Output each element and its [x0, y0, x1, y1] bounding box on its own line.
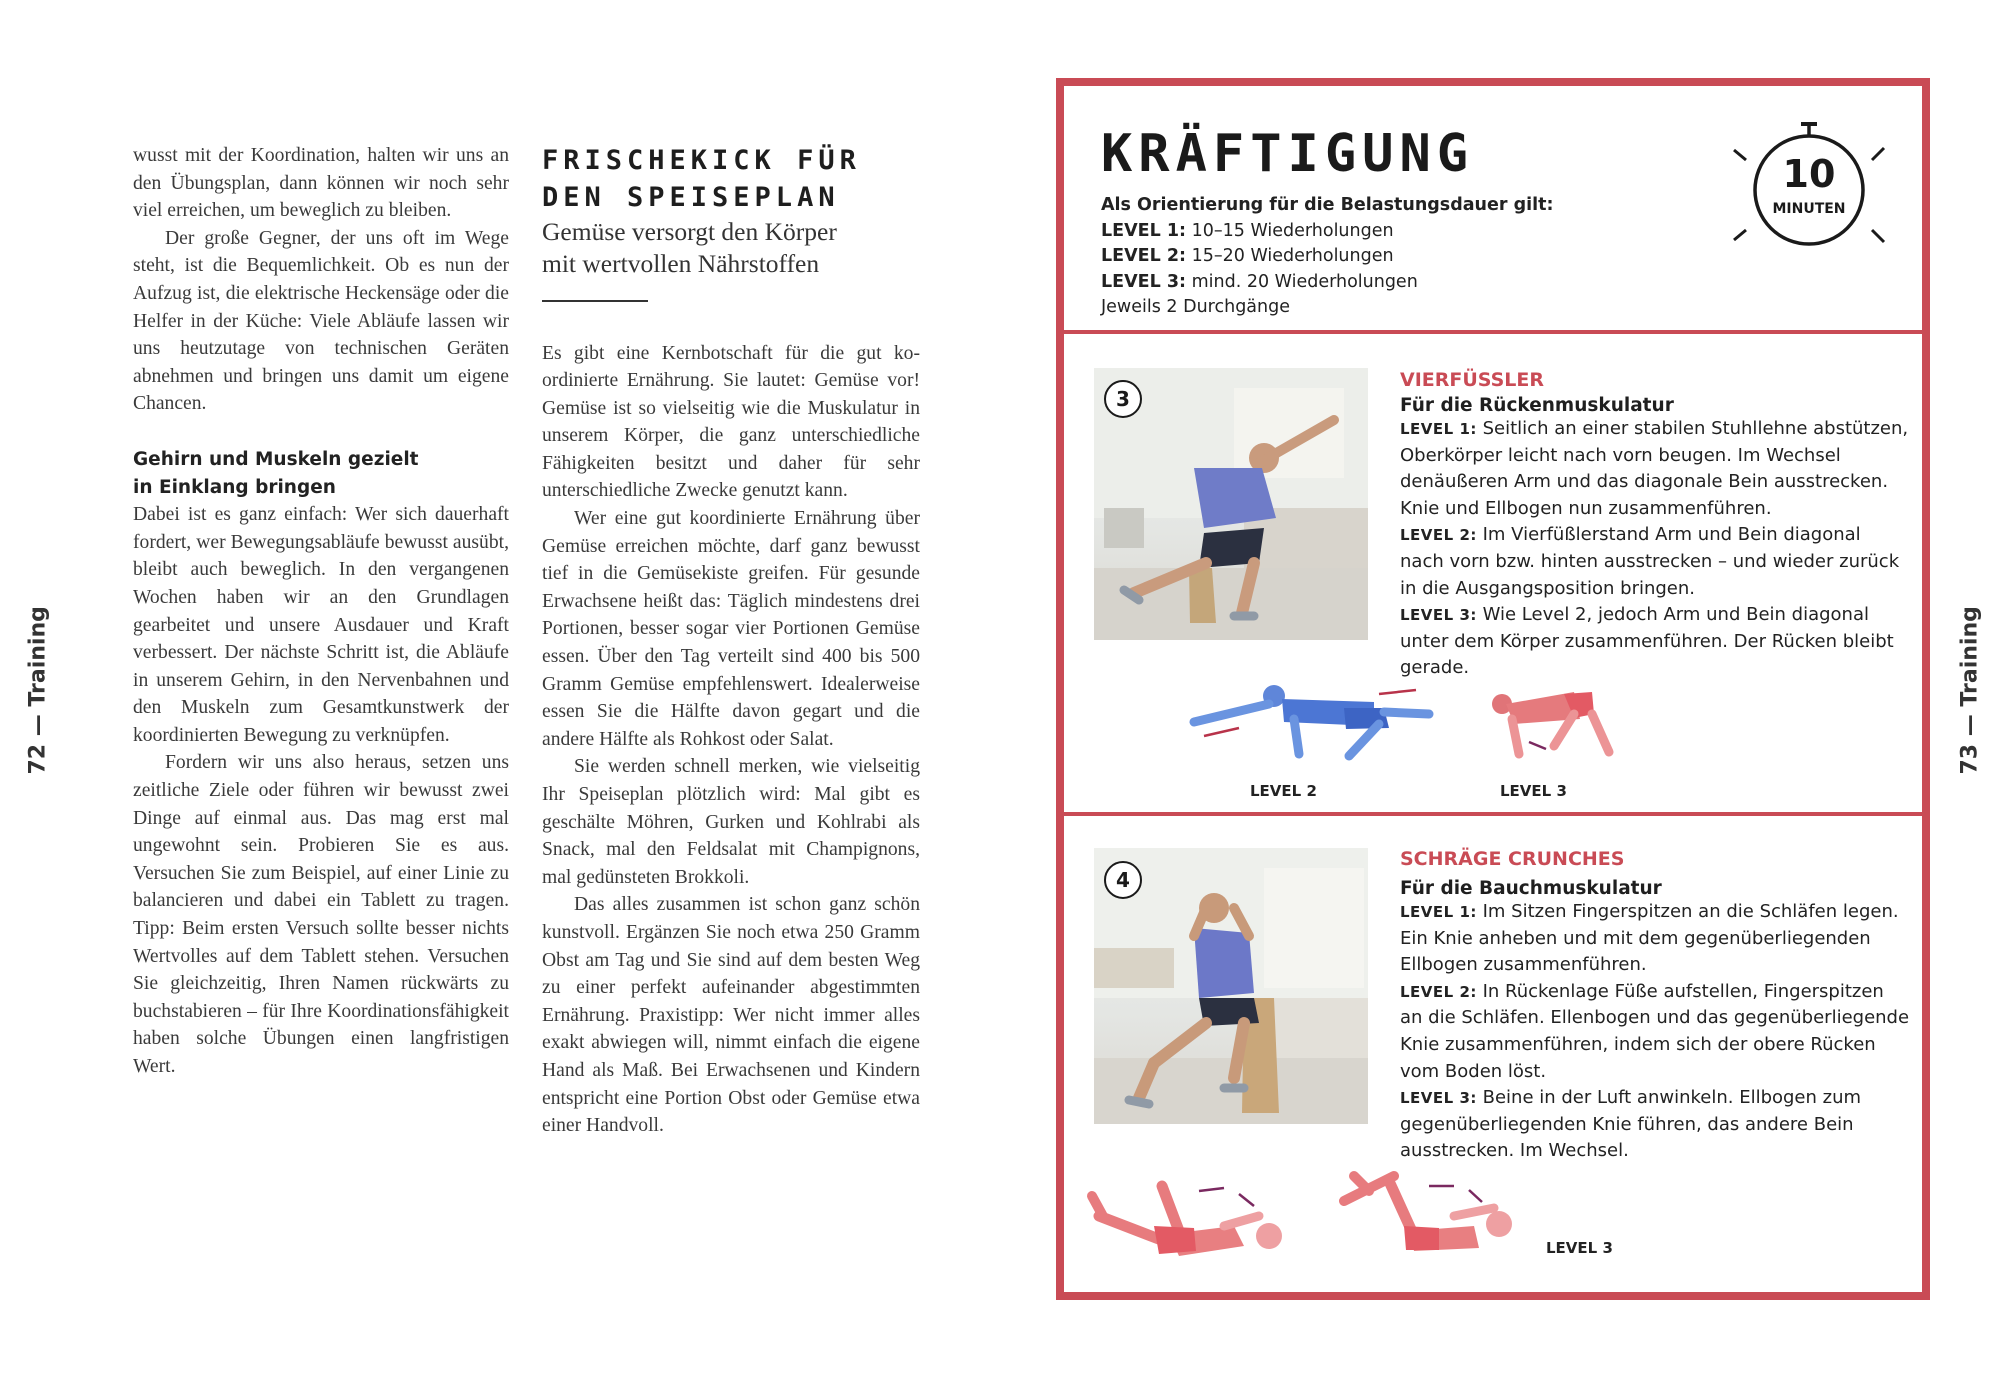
paragraph: Wer eine gut koordinierte Ernährung über Gemüse erreichen möchte, darf ganz bewusst tief in die Gemüsekiste greifen. Für gesunde Erwachsene heißt das: Täglich mindestens drei Portionen, besser sogar vier Portionen Gemüse essen. Über den Tag verteilt sind 400 bis 500 Gramm Gemüse empfehlenswert. Idealerweise essen Sie die Hälfte davon gegart und die andere Hälfte als Rohkost oder Salat. — [542, 508, 920, 750]
exercise-text — [1400, 369, 1910, 682]
box-title: KRÄFTIGUNG — [1101, 124, 1475, 184]
left-column-2 — [542, 142, 920, 1140]
figure-caption: LEVEL 2 — [1250, 782, 1317, 800]
box-divider — [1064, 812, 1922, 816]
figure-caption: LEVEL 3 — [1546, 1239, 1613, 1257]
exercise-steps: LEVEL 1: Im Sitzen Fingerspitzen an die Schläfen legen. Ein Knie anheben und mit dem gegenüberliegenden Ellbogen zusammenführen. LEVEL 2: In Rückenlage Füße aufstellen, Fingerspitzen an die Schläfen. Ellenbogen und das gegenüberliegende Knie zusammenführen, indem sich der obere Rücken vom Boden löst. LEVEL 3: Beine in der Luft anwinkeln. Ellbogen zum gegenüberliegenden Knie führen, das andere Bein ausstrecken. Im Wechsel. — [1400, 901, 1910, 1162]
exercise-subtitle: Für die Rückenmuskulatur — [1400, 395, 1674, 416]
paragraph: wusst mit der Koordination, halten wir uns an den Übungsplan, dann können wir noch sehr viel erreichen, um beweglich zu bleiben. — [133, 145, 509, 222]
exercise-title: SCHRÄGE CRUNCHES — [1400, 848, 1625, 870]
divider — [542, 300, 648, 302]
exercise-subtitle: Für die Bauchmuskulatur — [1400, 878, 1662, 899]
level2-figure — [1184, 674, 1444, 774]
paragraph: Der große Gegner, der uns oft im Wege steht, ist die Bequemlichkeit. Ob es nun der Aufzug ist, die elektrische Heckensäge oder die Helfer in der Küche: Viele Abläufe lassen wir uns heutzutage von technischen Geräten abnehmen und bringen uns damit um eigene Chancen. — [133, 227, 509, 415]
page-number-right: 73 — Training — [1957, 606, 1983, 775]
paragraph: Das alles zusammen ist schon ganz schön kunstvoll. Ergänzen Sie noch etwa 250 Gramm Obst am Tag und Sie sind auf dem besten Weg zu einer perfekt aufeinander abgestimmten Ernährung. Praxistipp: Wer nicht immer alles exakt abwiegen will, nimmt einfach die eigene Hand als Maß. Bei Erwachsenen und Kindern entspricht eine Portion Obst oder Gemüse etwa einer Handvoll. — [542, 894, 920, 1137]
paragraph: Sie werden schnell merken, wie vielseitig Ihr Speiseplan plötzlich wird: Mal gibt es geschälte Möhren, Gurken und Kohlrabi als Snack, mal den Feldsalat mit Champignons, mal gedünsteten Brokkoli. — [542, 756, 920, 888]
box-divider — [1064, 330, 1922, 334]
timer-unit: MINUTEN — [1772, 201, 1846, 217]
subheading: Gehirn und Muskeln gezielt in Einklang bringen — [133, 448, 419, 498]
paragraph: Dabei ist es ganz einfach: Wer sich dauerhaft fordert, wer Bewegungsabläufe bewusst ausübt, bleibt auch beweglich. In den vergangenen Wochen haben wir an den Grundlagen gearbeitet und unsere Ausdauer und Kraft verbessert. Der nächste Schritt ist, die Abläufe in unserem Gehirn, in den Nervenbahnen und den Muskeln zum Gesamtkunstwerk der koordinierten Bewegung zu verknüpfen. — [133, 504, 509, 746]
figure-caption: LEVEL 3 — [1500, 782, 1567, 800]
exercise-number: 3 — [1104, 380, 1142, 418]
crunch-figure-2 — [1334, 1146, 1554, 1256]
timer-number: 10 — [1782, 152, 1836, 196]
paragraph: Fordern wir uns also heraus, setzen uns zeitliche Ziele oder führen wir bewusst zwei Dinge auf einmal aus. Das mag erst mal ungewohnt sein. Probieren Sie es aus. Versuchen Sie zum Beispiel, auf einer Linie zu balancieren und dabei ein Tablett zu tragen. Tipp: Beim ersten Versuch sollte besser nichts Wertvolles auf dem Tablett stehen. Versuchen Sie gleichzeitig, Ihren Namen rückwärts zu buchstabieren – für Ihre Koordinationsfähigkeit haben solche Übungen einen langfristigen Wert. — [133, 752, 509, 1077]
exercise-box — [1056, 78, 1930, 1300]
page-number-left: 72 — Training — [25, 606, 51, 775]
exercise-title: VIERFÜSSLER — [1400, 369, 1545, 391]
exercise-number: 4 — [1104, 861, 1142, 899]
section-heading: FRISCHEKICK FÜR DEN SPEISEPLAN — [542, 145, 861, 213]
section-subtitle: Gemüse versorgt den Körper mit wertvollen Nährstoffen — [542, 217, 837, 278]
left-column-1 — [133, 142, 509, 1081]
exercise-steps: LEVEL 1: Seitlich an einer stabilen Stuhllehne abstützen, Oberkörper leicht nach vorn beugen. Im Wechsel denäußeren Arm und das diagonale Bein ausstrecken. Knie und Ellbogen nun zusammenführen. LEVEL 2: Im Vierfüßlerstand Arm und Bein diagonal nach vorn bzw. hinten ausstrecken – und wieder zurück in die Ausgangsposition bringen. LEVEL 3: Wie Level 2, jedoch Arm und Bein diagonal unter dem Körper zusammenführen. Der Rücken bleibt gerade. — [1400, 418, 1909, 679]
crunch-figure-1 — [1084, 1156, 1304, 1266]
exercise-text — [1400, 848, 1910, 1165]
timer-badge — [1724, 118, 1894, 268]
level3-figure — [1484, 674, 1634, 774]
paragraph: Es gibt eine Kernbotschaft für die gut koordinierte Ernährung. Sie lautet: Gemüse vor! Gemüse ist so vielseitig wie die Muskulatur in unserem Körper, die ganz unterschiedliche Fähigkeiten besitzt und daher für sehr unterschiedliche Zwecke genutzt kann. — [542, 342, 920, 502]
orientation-info: Als Orientierung für die Belastungsdauer gilt: LEVEL 1: 10–15 Wiederholungen LEVEL 2: 15–20 Wiederholungen LEVEL 3: mind. 20 Wiederholungen Jeweils 2 Durchgänge — [1101, 195, 1554, 317]
